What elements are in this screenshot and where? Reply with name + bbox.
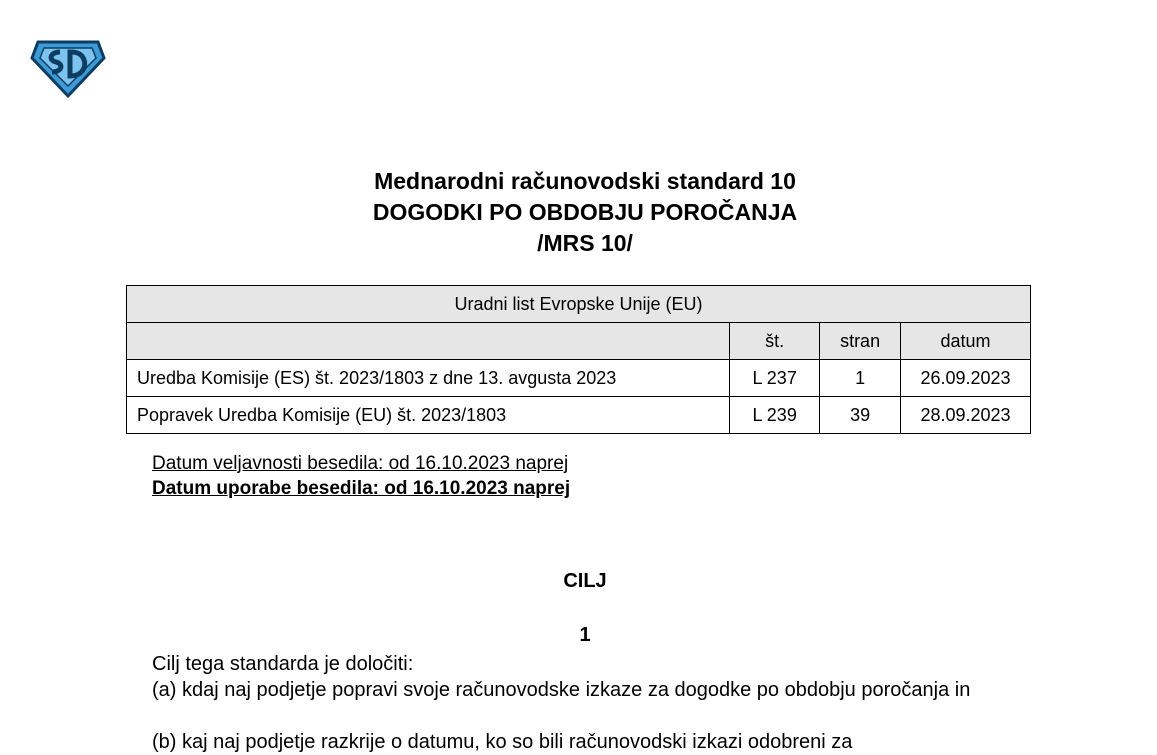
section-heading: CILJ <box>563 570 607 592</box>
table-row <box>127 397 1031 434</box>
official-journal-table <box>126 285 1031 434</box>
paragraph-number: 1 <box>579 624 591 646</box>
application-date: Datum uporabe besedila: od 16.10.2023 naprej <box>152 478 571 499</box>
item-a-text: (a) kdaj naj podjetje popravi svoje računovodske izkaze za dogodke po obdobju poročanja in <box>152 679 971 701</box>
table-caption-row <box>127 286 1031 323</box>
document-code: /MRS 10/ <box>537 230 633 256</box>
row-stran: 39 <box>820 397 901 434</box>
document-title: Mednarodni računovodski standard 10 <box>374 168 796 194</box>
table-header-row <box>127 323 1031 360</box>
row-stran: 1 <box>820 360 901 397</box>
row-regulation: Uredba Komisije (ES) št. 2023/1803 z dne 13. avgusta 2023 <box>127 360 730 397</box>
row-datum: 26.09.2023 <box>901 360 1031 397</box>
table-row <box>127 360 1031 397</box>
paragraph-item-b: (b) kaj naj podjetje razkrije o datumu, ko so bili računovodski izkazi odobreni za <box>152 731 853 753</box>
table-caption: Uradni list Evropske Unije (EU) <box>127 286 1031 323</box>
row-st: L 239 <box>730 397 820 434</box>
header-empty-cell <box>127 323 730 360</box>
column-header-stran: stran <box>820 323 901 360</box>
column-header-datum: datum <box>901 323 1031 360</box>
column-header-st: št. <box>730 323 820 360</box>
validity-date: Datum veljavnosti besedila: od 16.10.2023 naprej <box>152 453 569 474</box>
row-datum: 28.09.2023 <box>901 397 1031 434</box>
document-subtitle: DOGODKI PO OBDOBJU POROČANJA <box>372 199 798 225</box>
company-logo <box>30 38 106 100</box>
row-regulation: Popravek Uredba Komisije (EU) št. 2023/1803 <box>127 397 730 434</box>
paragraph-item-a <box>138 677 1018 703</box>
paragraph-intro: Cilj tega standarda je določiti: <box>152 653 414 675</box>
row-st: L 237 <box>730 360 820 397</box>
